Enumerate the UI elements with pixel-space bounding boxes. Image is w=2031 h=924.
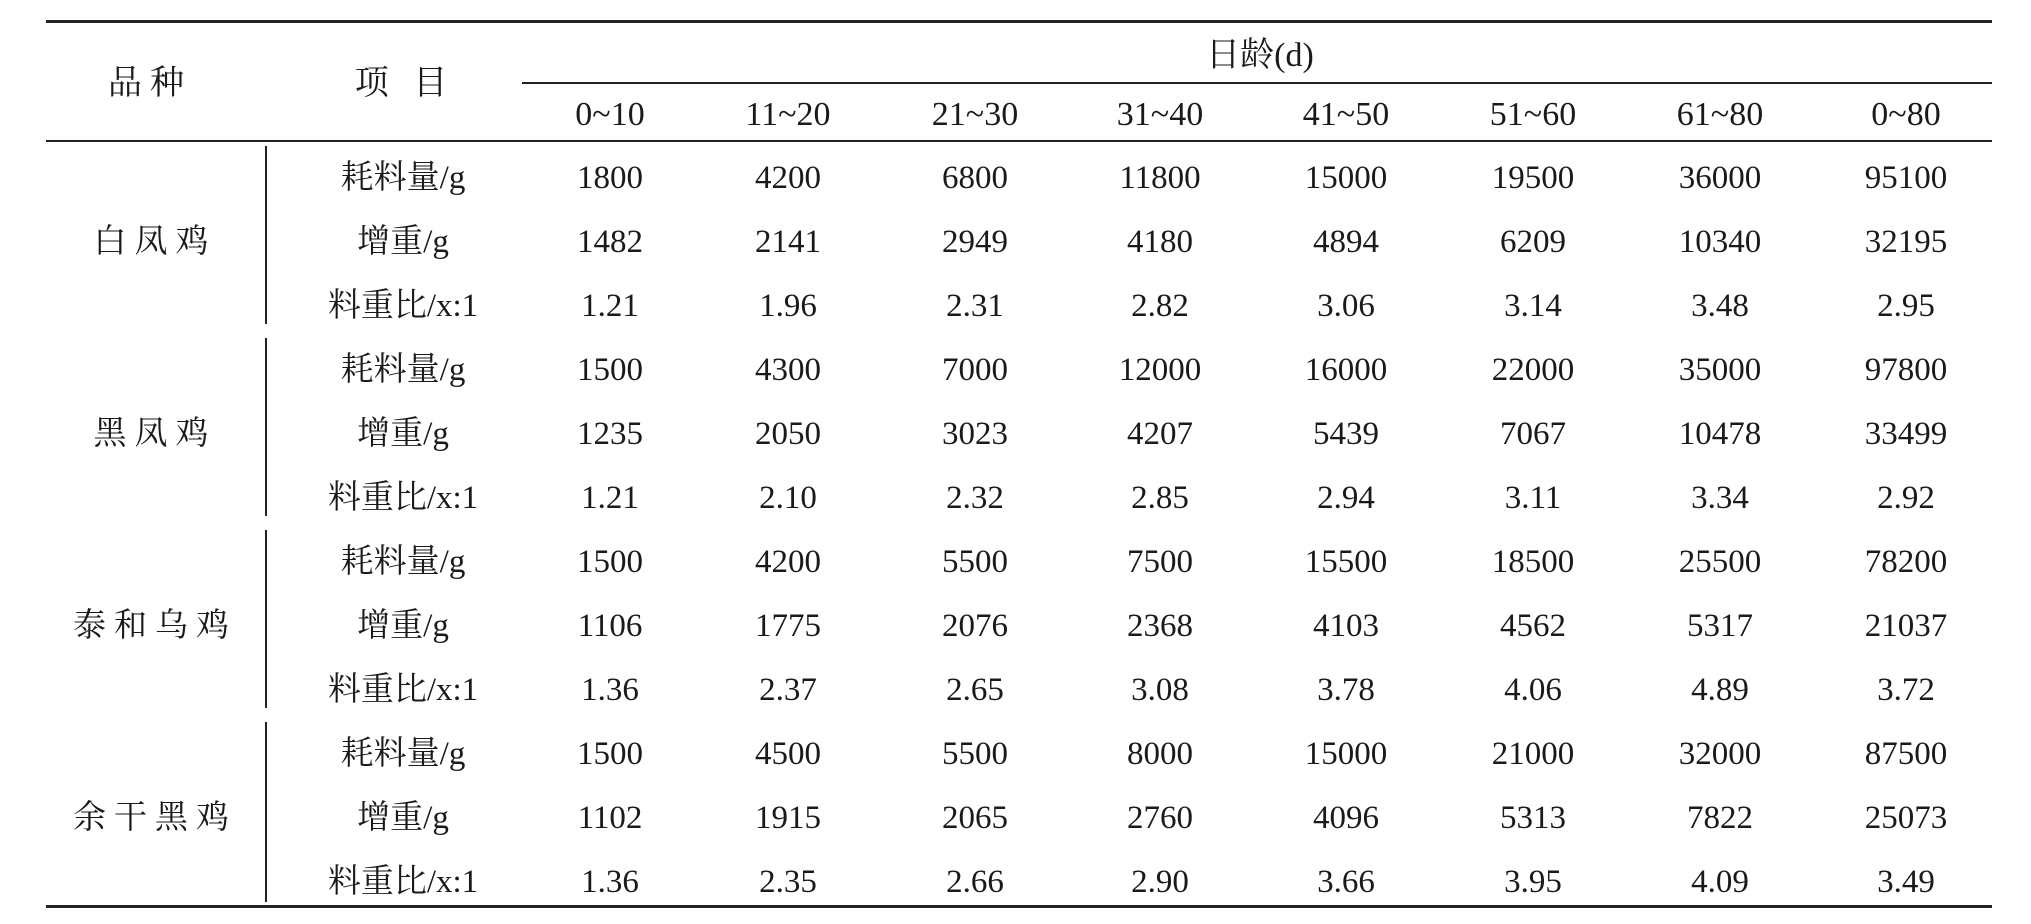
table-cell: 12000: [1118, 352, 1202, 388]
table-cell: 4.09: [1691, 864, 1749, 900]
table-cell: 2.31: [946, 288, 1004, 324]
table-cell: 2.82: [1131, 288, 1189, 324]
table-cell: 2050: [755, 416, 821, 452]
table-cell: 4180: [1127, 224, 1193, 260]
table-cell: 21000: [1491, 736, 1575, 772]
age-range-header: 51~60: [1489, 96, 1577, 133]
table-cell: 4200: [755, 544, 821, 580]
item-label: 增重/g: [357, 224, 449, 260]
table-cell: 4103: [1313, 608, 1379, 644]
table-cell: 1235: [577, 416, 643, 452]
table-cell: 2760: [1127, 800, 1193, 836]
table-cell: 4.06: [1504, 672, 1562, 708]
table-cell: 2.37: [759, 672, 817, 708]
header-age: 日龄(d): [1206, 37, 1314, 74]
table-cell: 8000: [1127, 736, 1193, 772]
table-cell: 2141: [755, 224, 821, 260]
table-cell: 15000: [1304, 736, 1388, 772]
table-cell: 11800: [1119, 160, 1201, 196]
table-cell: 15500: [1304, 544, 1388, 580]
table-cell: 3.66: [1317, 864, 1375, 900]
table-cell: 3.14: [1504, 288, 1562, 324]
table-cell: 3.78: [1317, 672, 1375, 708]
item-label: 增重/g: [357, 608, 449, 644]
breed-name: 泰和乌鸡: [73, 608, 237, 644]
table-cell: 1.21: [581, 288, 639, 324]
age-range-header: 0~80: [1871, 96, 1941, 133]
age-range-header: 11~20: [745, 96, 831, 133]
table-cell: 2.65: [946, 672, 1004, 708]
table-cell: 4562: [1500, 608, 1566, 644]
table-cell: 7067: [1500, 416, 1566, 452]
table-cell: 4.89: [1691, 672, 1749, 708]
table-cell: 3023: [942, 416, 1008, 452]
item-label: 耗料量/g: [340, 736, 466, 772]
table-cell: 3.49: [1877, 864, 1935, 900]
table-cell: 97800: [1864, 352, 1948, 388]
item-label: 耗料量/g: [340, 160, 466, 196]
table-cell: 32000: [1678, 736, 1762, 772]
table-cell: 3.11: [1504, 480, 1562, 516]
table-cell: 1106: [577, 608, 643, 644]
table-cell: 5500: [942, 544, 1008, 580]
table-cell: 1500: [577, 736, 643, 772]
table-cell: 4207: [1127, 416, 1193, 452]
header-breed: 品种: [108, 65, 192, 102]
breed-name: 黑凤鸡: [93, 416, 217, 452]
table-cell: 3.72: [1877, 672, 1935, 708]
table-cell: 10478: [1678, 416, 1762, 452]
table-cell: 19500: [1491, 160, 1575, 196]
age-range-header: 31~40: [1116, 96, 1204, 133]
age-range-header: 0~10: [575, 96, 645, 133]
table-cell: 1500: [577, 352, 643, 388]
top-rule: [46, 20, 1992, 23]
breed-separator: [265, 530, 267, 708]
breed-name: 余干黑鸡: [73, 800, 237, 836]
header-bottom-rule: [46, 140, 1992, 142]
table-cell: 3.48: [1691, 288, 1749, 324]
age-range-header: 41~50: [1302, 96, 1390, 133]
table-cell: 1775: [755, 608, 821, 644]
breed-separator: [265, 146, 267, 324]
table-cell: 5313: [1500, 800, 1566, 836]
table-cell: 25073: [1864, 800, 1948, 836]
table-cell: 5439: [1313, 416, 1379, 452]
item-label: 料重比/x:1: [327, 864, 479, 900]
table-cell: 2.90: [1131, 864, 1189, 900]
bottom-rule: [46, 905, 1992, 908]
table-cell: 4300: [755, 352, 821, 388]
table-cell: 32195: [1864, 224, 1948, 260]
table-cell: 5500: [942, 736, 1008, 772]
breed-separator: [265, 722, 267, 902]
table-cell: 1.36: [581, 672, 639, 708]
breed-name: 白凤鸡: [93, 224, 217, 260]
table-cell: 2368: [1127, 608, 1193, 644]
table-cell: 1500: [577, 544, 643, 580]
table-cell: 7500: [1127, 544, 1193, 580]
item-label: 耗料量/g: [340, 544, 466, 580]
item-label: 耗料量/g: [340, 352, 466, 388]
breed-separator: [265, 338, 267, 516]
table-cell: 87500: [1864, 736, 1948, 772]
table-cell: 4096: [1313, 800, 1379, 836]
age-range-header: 21~30: [931, 96, 1019, 133]
table-cell: 78200: [1864, 544, 1948, 580]
table-cell: 25500: [1678, 544, 1762, 580]
table-cell: 1482: [577, 224, 643, 260]
table-cell: 2.66: [946, 864, 1004, 900]
item-label: 增重/g: [357, 800, 449, 836]
item-label: 料重比/x:1: [327, 672, 479, 708]
table-cell: 22000: [1491, 352, 1575, 388]
table-cell: 4500: [755, 736, 821, 772]
table-cell: 2.85: [1131, 480, 1189, 516]
table-cell: 3.06: [1317, 288, 1375, 324]
header-item: 项 目: [354, 65, 456, 102]
table-cell: 35000: [1678, 352, 1762, 388]
table-cell: 3.95: [1504, 864, 1562, 900]
table-cell: 10340: [1678, 224, 1762, 260]
table-cell: 6209: [1500, 224, 1566, 260]
item-label: 料重比/x:1: [327, 480, 479, 516]
table-cell: 2.32: [946, 480, 1004, 516]
table-cell: 95100: [1864, 160, 1948, 196]
table-cell: 2.10: [759, 480, 817, 516]
table-cell: 5317: [1687, 608, 1753, 644]
table-cell: 2065: [942, 800, 1008, 836]
table-cell: 2.92: [1877, 480, 1935, 516]
table-cell: 21037: [1864, 608, 1948, 644]
age-header-rule: [522, 82, 1992, 84]
table-cell: 1.36: [581, 864, 639, 900]
table-cell: 2949: [942, 224, 1008, 260]
table-cell: 1915: [755, 800, 821, 836]
table-cell: 1102: [577, 800, 643, 836]
table-cell: 2.94: [1317, 480, 1375, 516]
table-cell: 2.35: [759, 864, 817, 900]
table-cell: 7822: [1687, 800, 1753, 836]
table-cell: 7000: [942, 352, 1008, 388]
table-cell: 4200: [755, 160, 821, 196]
table-cell: 33499: [1864, 416, 1948, 452]
table-cell: 18500: [1491, 544, 1575, 580]
table-cell: 3.34: [1691, 480, 1749, 516]
table-cell: 4894: [1313, 224, 1379, 260]
table-cell: 1.21: [581, 480, 639, 516]
item-label: 料重比/x:1: [327, 288, 479, 324]
table-cell: 1800: [577, 160, 643, 196]
item-label: 增重/g: [357, 416, 449, 452]
table-cell: 16000: [1304, 352, 1388, 388]
table-cell: 2.95: [1877, 288, 1935, 324]
table-cell: 6800: [942, 160, 1008, 196]
table-cell: 2076: [942, 608, 1008, 644]
table-cell: 36000: [1678, 160, 1762, 196]
table-cell: 15000: [1304, 160, 1388, 196]
age-range-header: 61~80: [1676, 96, 1764, 133]
table-cell: 1.96: [759, 288, 817, 324]
table-cell: 3.08: [1131, 672, 1189, 708]
